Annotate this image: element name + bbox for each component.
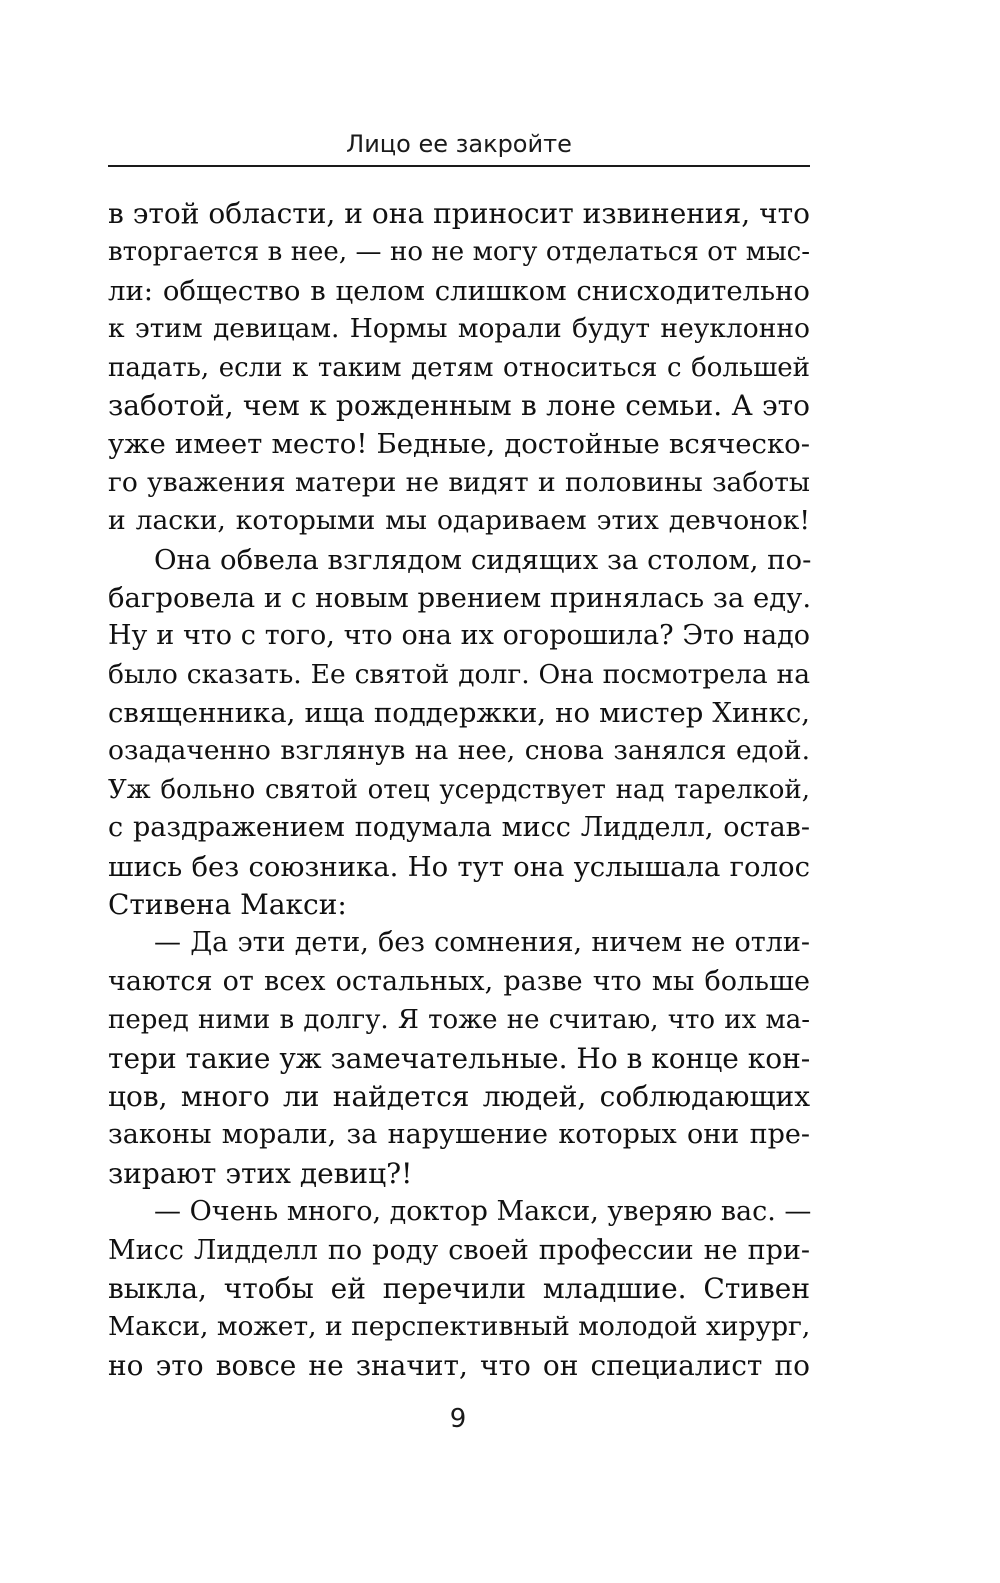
text-line: в этой области, и она приносит извинения, что xyxy=(108,197,810,230)
text-line: Мисс Лидделл по роду своей профессии не при- xyxy=(108,1234,810,1266)
running-header: Лицо ее закройте xyxy=(346,130,572,158)
text-line: — Да эти дети, без сомнения, ничем не отли- xyxy=(154,927,810,959)
text-line: заботой, чем к рожденным в лоне семьи. А это xyxy=(108,388,810,422)
text-line: — Очень много, доктор Макси, уверяю вас. — xyxy=(154,1196,812,1228)
text-line: вторгается в нее, — но не могу отделаться от мыс- xyxy=(108,237,810,268)
text-line: шись без союзника. Но тут она услышала голос xyxy=(108,850,810,883)
text-line: Она обвела взглядом сидящих за столом, по- xyxy=(154,543,812,576)
text-line: чаются от всех остальных, разве что мы больше xyxy=(108,965,810,997)
text-line: Ну и что с того, что она их огорошила? Это надо xyxy=(108,620,810,652)
text-line: и ласки, которыми мы одариваем этих девчонок! xyxy=(108,505,810,537)
text-line: к этим девицам. Нормы морали будут неуклонно xyxy=(108,313,810,345)
text-line: зирают этих девиц?! xyxy=(108,1156,413,1190)
body-text xyxy=(108,195,810,1385)
text-line: перед ними в долгу. Я тоже не считаю, что их ма- xyxy=(108,1005,810,1036)
page-number: 9 xyxy=(449,1404,467,1434)
text-line: выкла, чтобы ей перечили младшие. Стивен xyxy=(108,1271,810,1305)
text-line: Стивена Макси: xyxy=(108,888,347,922)
text-line: го уважения матери не видят и половины заботы xyxy=(108,466,810,498)
text-line: Макси, может, и перспективный молодой хирург, xyxy=(108,1311,811,1343)
text-line: ли: общество в целом слишком снисходительно xyxy=(108,274,810,307)
text-line: законы морали, за нарушение которых они пре- xyxy=(108,1119,810,1151)
text-line: падать, если к таким детям относиться с большей xyxy=(108,352,810,383)
text-line: было сказать. Ее святой долг. Она посмотрела на xyxy=(108,658,810,690)
text-line: уже имеет место! Бедные, достойные всяческо- xyxy=(108,428,810,461)
text-line: цов, много ли найдется людей, соблюдающих xyxy=(108,1079,810,1113)
text-line: тери такие уж замечательные. Но в конце кон- xyxy=(108,1041,811,1075)
header-rule xyxy=(108,165,810,167)
text-line: с раздражением подумала мисс Лидделл, остав- xyxy=(108,812,810,844)
text-line: Уж больно святой отец усердствует над тарелкой, xyxy=(108,774,810,805)
text-line: багровела и с новым рвением принялась за еду. xyxy=(108,581,812,614)
text-line: озадаченно взглянув на нее, снова занялся едой. xyxy=(108,735,810,767)
text-line: священника, ища поддержки, но мистер Хинкс, xyxy=(108,697,810,730)
text-line: но это вовсе не значит, что он специалист по xyxy=(108,1348,810,1382)
